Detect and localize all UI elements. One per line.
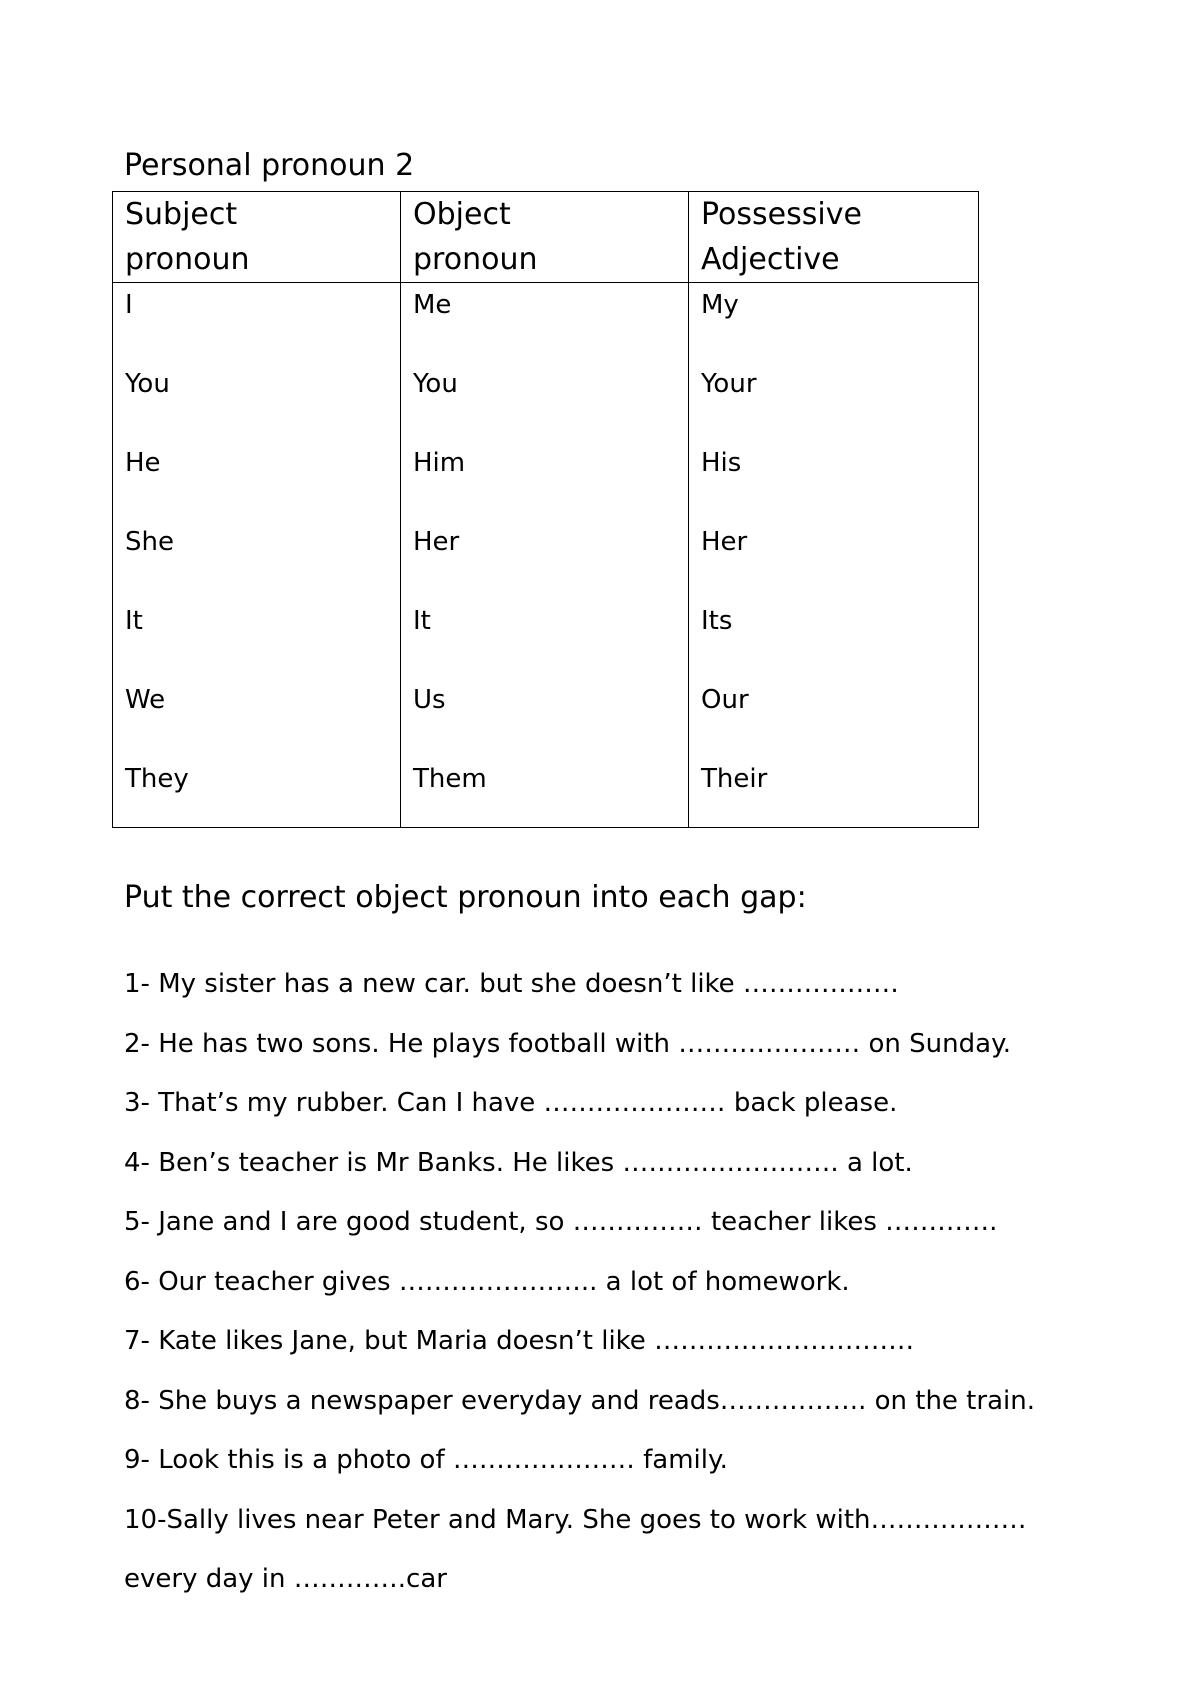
possessive-adjective-cell: His xyxy=(701,448,742,478)
header-object-line-1: Object xyxy=(413,197,511,232)
header-subject-pronoun xyxy=(113,192,401,283)
table-header-row xyxy=(113,192,979,283)
exercise-item: 7- Kate likes Jane, but Maria doesn’t like ………………………… xyxy=(124,1326,915,1356)
page-title: Personal pronoun 2 xyxy=(124,148,415,183)
exercise-item: 3- That’s my rubber. Can I have ………………… back please. xyxy=(124,1088,898,1118)
object-pronoun-column xyxy=(401,283,689,828)
exercise-item: 5- Jane and I are good student, so …………… teacher likes …………. xyxy=(124,1207,998,1237)
header-possessive-adjective xyxy=(689,192,979,283)
object-pronoun-cell: Us xyxy=(413,685,446,715)
exercise-item: 4- Ben’s teacher is Mr Banks. He likes ……………………. a lot. xyxy=(124,1147,913,1178)
exercise-item: 9- Look this is a photo of ………………… family. xyxy=(124,1445,728,1475)
subject-pronoun-cell: We xyxy=(125,685,166,715)
subject-pronoun-cell: She xyxy=(125,527,174,557)
possessive-adjective-column xyxy=(689,283,979,828)
possessive-adjective-cell: Her xyxy=(701,527,748,557)
exercise-item: 8- She buys a newspaper everyday and reads…………….. on the train. xyxy=(124,1385,1035,1416)
pronoun-table xyxy=(112,191,979,828)
header-subject-line-1: Subject xyxy=(125,197,238,232)
possessive-adjective-cell: Our xyxy=(701,685,749,715)
subject-pronoun-column xyxy=(113,283,401,828)
header-possessive-line-1: Possessive xyxy=(701,197,862,232)
possessive-adjective-cell: Its xyxy=(701,606,733,636)
header-object-pronoun xyxy=(401,192,689,283)
subject-pronoun-cell: I xyxy=(125,290,133,320)
exercise-instruction: Put the correct object pronoun into each gap: xyxy=(124,880,807,915)
header-possessive-line-2: Adjective xyxy=(701,242,840,277)
subject-pronoun-cell: He xyxy=(125,448,161,478)
object-pronoun-cell: Her xyxy=(413,527,460,557)
possessive-adjective-cell: Their xyxy=(701,764,768,794)
header-object-line-2: pronoun xyxy=(413,242,538,277)
header-subject-line-2: pronoun xyxy=(125,242,250,277)
possessive-adjective-cell: Your xyxy=(701,369,757,399)
possessive-adjective-cell: My xyxy=(701,290,739,320)
exercise-item: 10-Sally lives near Peter and Mary. She goes to work with……………… xyxy=(124,1504,1027,1535)
subject-pronoun-cell: You xyxy=(125,369,170,399)
object-pronoun-cell: Them xyxy=(413,764,487,794)
table-body-row xyxy=(113,283,979,828)
exercise-item: every day in ………….car xyxy=(124,1564,447,1594)
exercise-item: 1- My sister has a new car. but she doesn’t like ……………… xyxy=(124,969,899,999)
object-pronoun-cell: Him xyxy=(413,448,466,478)
exercise-item: 6- Our teacher gives ………………….. a lot of homework. xyxy=(124,1266,850,1297)
exercise-item: 2- He has two sons. He plays football with ………………… on Sunday. xyxy=(124,1028,1012,1059)
object-pronoun-cell: You xyxy=(413,369,458,399)
object-pronoun-cell: Me xyxy=(413,290,452,320)
subject-pronoun-cell: It xyxy=(125,606,143,636)
subject-pronoun-cell: They xyxy=(125,764,189,794)
object-pronoun-cell: It xyxy=(413,606,431,636)
exercise-list xyxy=(124,964,1124,1619)
